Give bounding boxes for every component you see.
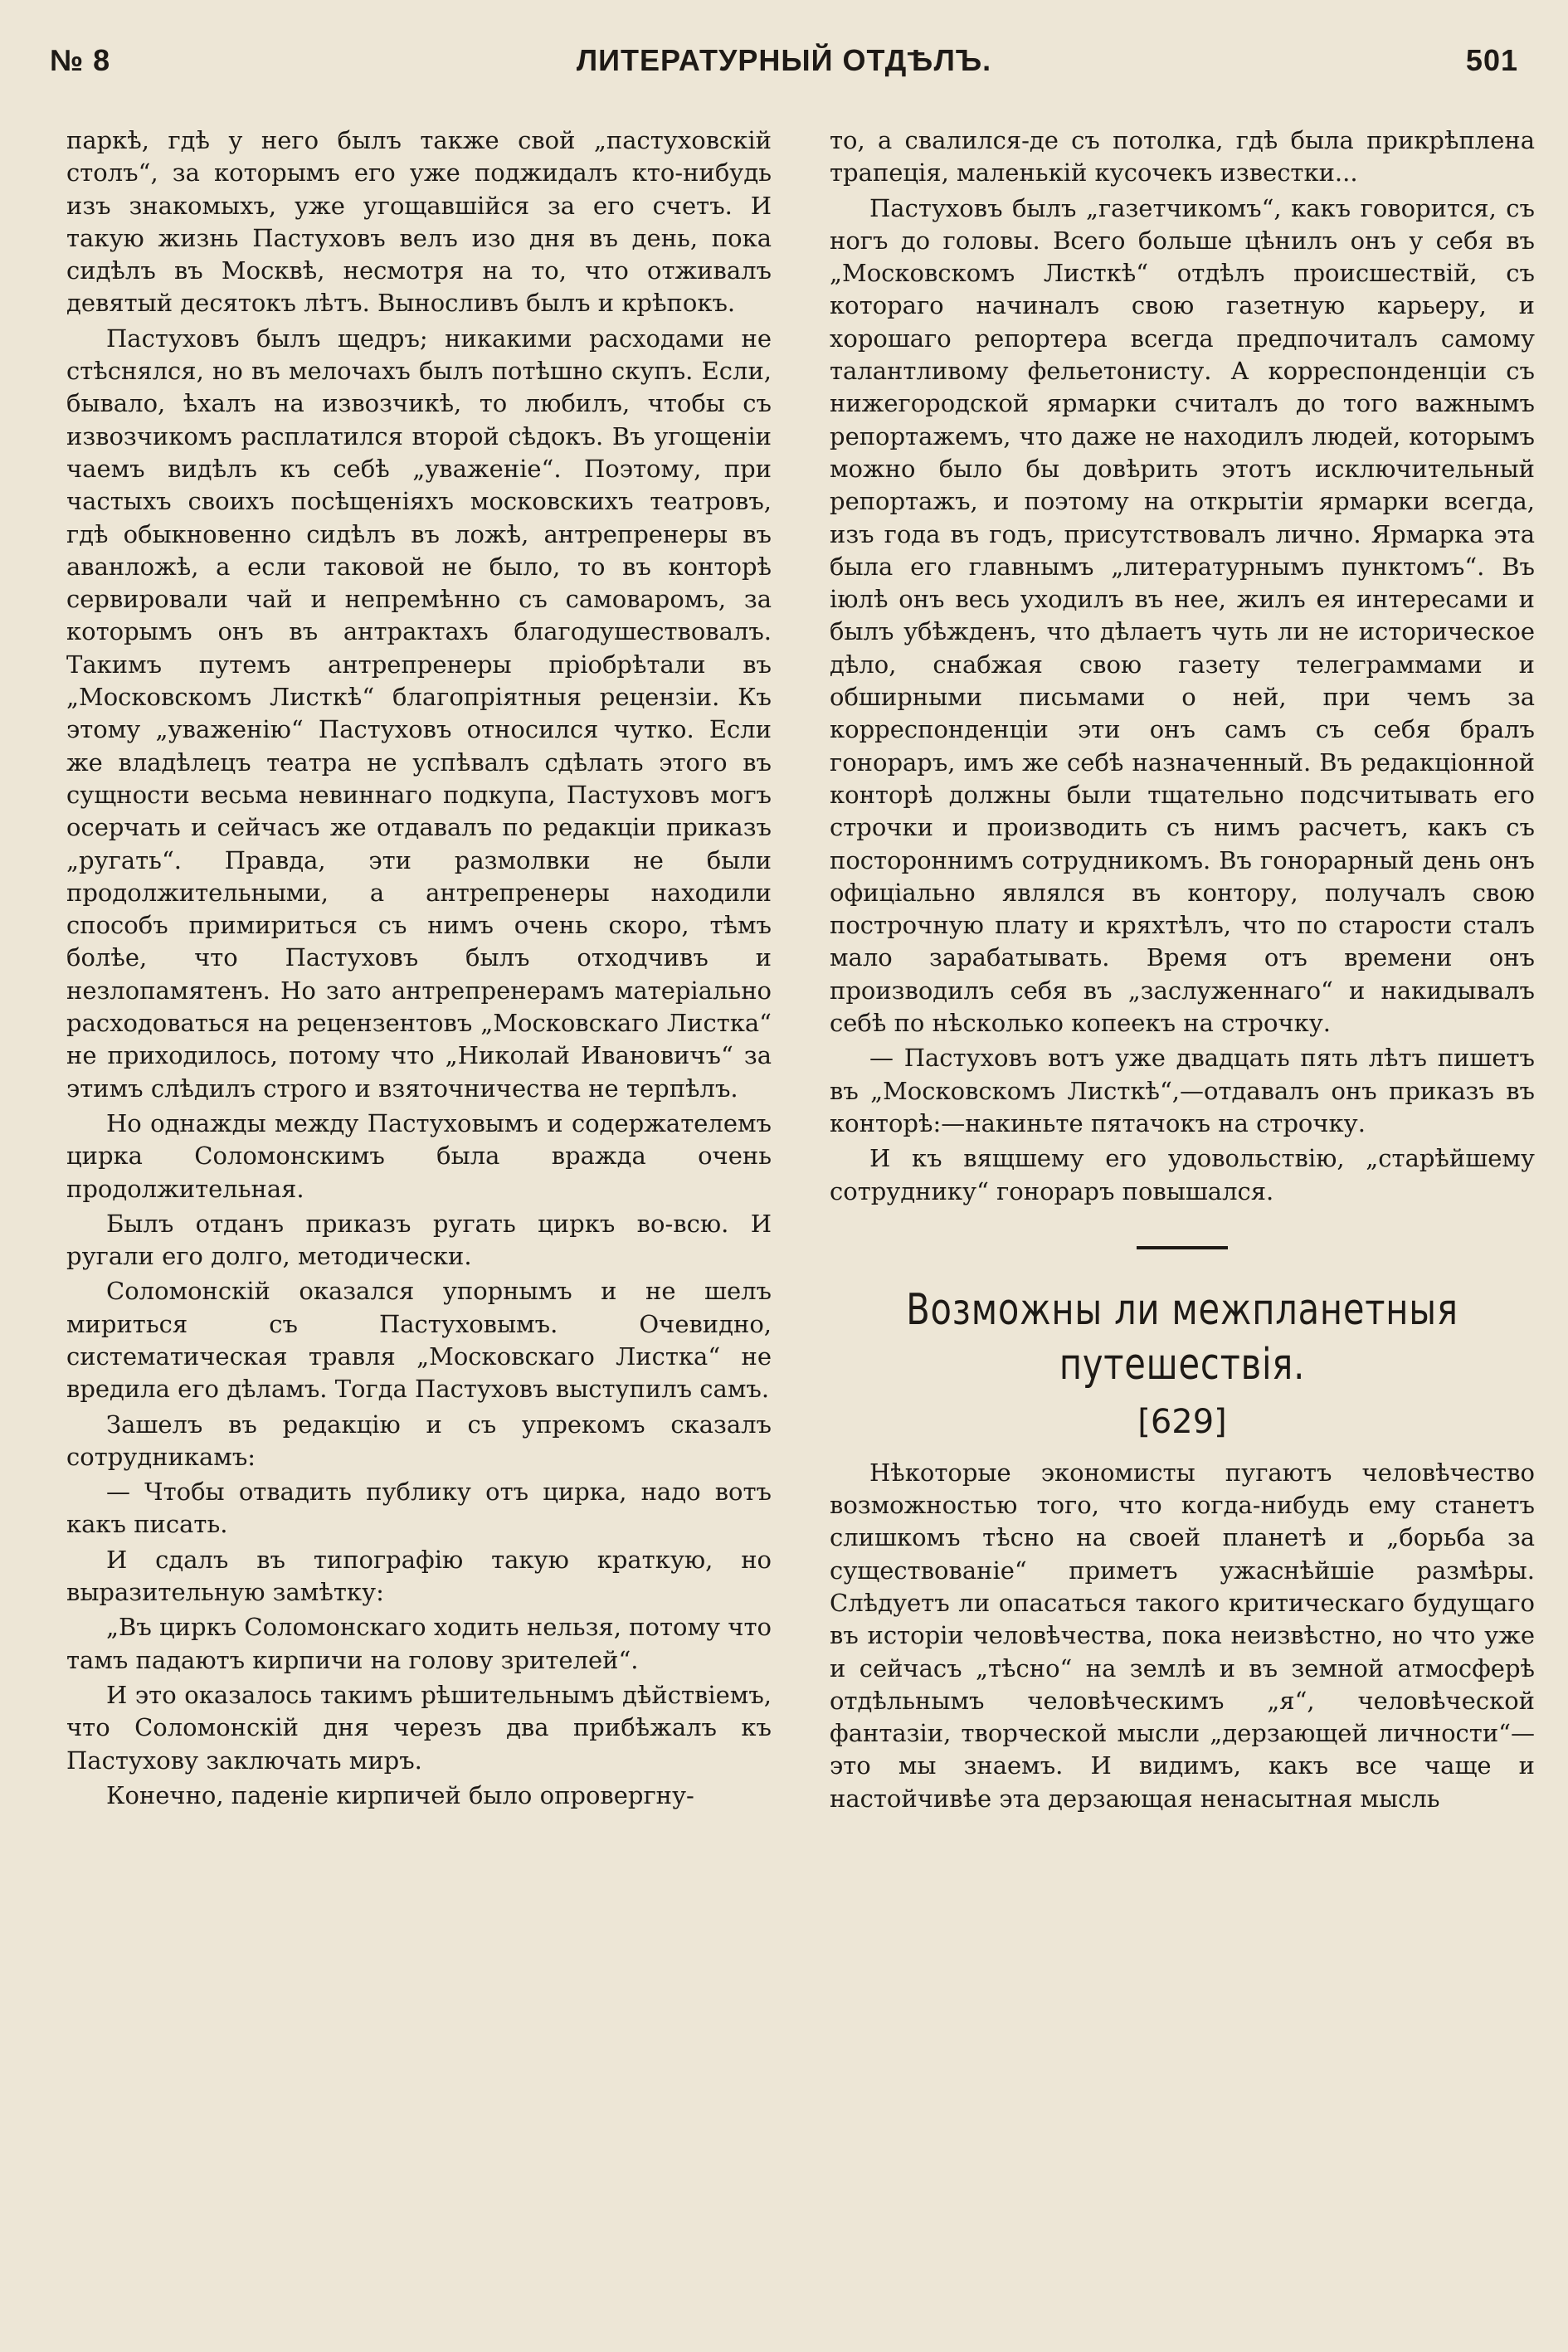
paragraph: — Пастуховъ вотъ уже двадцать пять лѣтъ пишетъ въ „Московскомъ Листкѣ“,—отдавалъ онъ приказъ въ конторѣ:—накиньте пятачокъ на строчку.: [830, 1044, 1535, 1137]
paragraph: Пастуховъ былъ „газетчикомъ“, какъ говорится, съ ногъ до головы. Всего больше цѣнилъ онъ у себя въ „Московскомъ Листкѣ“ отдѣлъ происшествій, съ котораго начиналъ свою газетную карьеру, и хорошаго репортера всегда предпочиталъ самому талантливому фельетонисту. А корреспонденціи съ нижегородской ярмарки считалъ до того важнымъ репортажемъ, что даже не находилъ людей, которымъ можно было бы довѣрить этотъ исключительный репортажъ, и поэтому на открытіи ярмарки всегда, изъ года въ годъ, присутствовалъ лично. Ярмарка эта была его главнымъ „литературнымъ пунктомъ“. Въ іюлѣ онъ весь уходилъ въ нее, жилъ ея интересами и былъ убѣжденъ, что дѣлаетъ чуть ли не историческое дѣло, снабжая свою газету телеграммами и обширными письмами о ней, при чемъ за корреспонденціи эти онъ самъ съ себя бралъ гонораръ, имъ же себѣ назначенный. Въ редакціонной конторѣ должны были тщательно подсчитывать его строчки и производить съ нимъ расчетъ, какъ съ постороннимъ сотрудникомъ. Въ гонорарный день онъ офиціально являлся въ контору, получалъ свою построчную плату и кряхтѣлъ, что по старости сталъ мало зарабатывать. Время отъ времени онъ производилъ себя въ „заслуженнаго“ и накидывалъ себѣ по нѣсколько копеекъ на строчку.: [830, 193, 1535, 1038]
paragraph: то, а свалился-де съ потолка, гдѣ была прикрѣплена трапеція, маленькій кусочекъ известки...: [830, 126, 1535, 187]
right-column: [830, 124, 1535, 2331]
section-divider: [1137, 1246, 1228, 1249]
paragraph: Пастуховъ былъ щедръ; никакими расходами не стѣснялся, но въ мелочахъ былъ потѣшно скупъ. Если, бывало, ѣхалъ на извозчикѣ, то любилъ, чтобы съ извозчикомъ расплатился второй сѣдокъ. Въ угощеніи чаемъ видѣлъ къ себѣ „уваженіе“. Поэтому, при частыхъ своихъ посѣщеніяхъ московскихъ театровъ, гдѣ обыкновенно сидѣлъ въ ложѣ, антрепренеры въ аванложѣ, а если таковой не было, то въ конторѣ сервировали чай и непремѣнно съ самоваромъ, за которымъ онъ въ антрактахъ благодушествовалъ. Такимъ путемъ антрепренеры пріобрѣтали въ „Московскомъ Листкѣ“ благопріятныя рецензіи. Къ этому „уваженію“ Пастуховъ относился чутко. Если же владѣлецъ театра не успѣвалъ сдѣлать этого въ сущности весьма невиннаго подкупа, Пастуховъ могъ осерчать и сейчасъ же отдавалъ по редакціи приказъ „ругать“. Правда, эти размолвки не были продолжительными, а антрепренеры находили способъ примириться съ нимъ очень скоро, тѣмъ болѣе, что Пастуховъ былъ отходчивъ и незлопамятенъ. Но зато антрепренерамъ матеріально расходоваться на рецензентовъ „Московскаго Листка“ не приходилось, потому что „Николай Ивановичъ“ за этимъ слѣдилъ строго и взяточничества не терпѣлъ.: [66, 324, 772, 1103]
page-header: [50, 33, 1518, 91]
paragraph: Зашелъ въ редакцію и съ упрекомъ сказалъ сотрудникамъ:: [66, 1410, 772, 1471]
paragraph: Нѣкоторые экономисты пугаютъ человѣчество возможностью того, что когда-нибудь ему станетъ слишкомъ тѣсно на своей планетѣ и „борьба за существованіе“ приметъ ужаснѣйшіе размѣры. Слѣдуетъ ли опасаться такого критическаго будущаго въ исторіи человѣчества, пока неизвѣстно, но что уже и сейчасъ „тѣсно“ на землѣ и въ земной атмосферѣ отдѣльнымъ человѣческимъ „я“, человѣческой фантазіи, творческой мысли „дерзающей личности“—это мы знаемъ. И видимъ, какъ все чаще и настойчивѣе эта дерзающая ненасытная мысль: [830, 1458, 1535, 1813]
paragraph: Соломонскій оказался упорнымъ и не шелъ мириться съ Пастуховымъ. Очевидно, систематическая травля „Московскаго Листка“ не вредила его дѣламъ. Тогда Пастуховъ выступилъ самъ.: [66, 1277, 772, 1404]
paragraph: И это оказалось такимъ рѣшительнымъ дѣйствіемъ, что Соломонскій дня черезъ два прибѣжалъ къ Пастухову заключать миръ.: [66, 1680, 772, 1775]
article-title: Возможны ли межпланетныя путешествія.: [906, 1284, 1458, 1390]
left-column: [66, 124, 772, 2331]
article-number: [629]: [1137, 1402, 1227, 1441]
issue-number: № 8: [50, 43, 111, 77]
page-number: 501: [1465, 43, 1518, 77]
paragraph: паркѣ, гдѣ у него былъ также свой „пастуховскій столъ“, за которымъ его уже поджидалъ кто-нибудь изъ знакомыхъ, уже угощавшійся за его счетъ. И такую жизнь Пастуховъ велъ изо дня въ день, пока сидѣлъ въ Москвѣ, несмотря на то, что отживалъ девятый десятокъ лѣтъ. Выносливъ былъ и крѣпокъ.: [66, 126, 772, 318]
paragraph: „Въ циркъ Соломонскаго ходить нельзя, потому что тамъ падаютъ кирпичи на голову зрителей“.: [66, 1613, 772, 1674]
section-title: ЛИТЕРАТУРНЫЙ ОТДѢЛЪ.: [576, 43, 992, 77]
paragraph: И къ вящшему его удовольствію, „старѣйшему сотруднику“ гонораръ повышался.: [830, 1144, 1535, 1205]
paragraph: Но однажды между Пастуховымъ и содержателемъ цирка Соломонскимъ была вражда очень продолжительная.: [66, 1108, 772, 1203]
paragraph: И сдалъ въ типографію такую краткую, но выразительную замѣтку:: [66, 1545, 772, 1607]
paragraph: — Чтобы отвадить публику отъ цирка, надо вотъ какъ писать.: [66, 1478, 772, 1539]
paragraph: Былъ отданъ приказъ ругать циркъ во-всю. И ругали его долго, методически.: [66, 1209, 772, 1271]
paragraph: Конечно, паденіе кирпичей было опровергну-: [106, 1780, 694, 1809]
